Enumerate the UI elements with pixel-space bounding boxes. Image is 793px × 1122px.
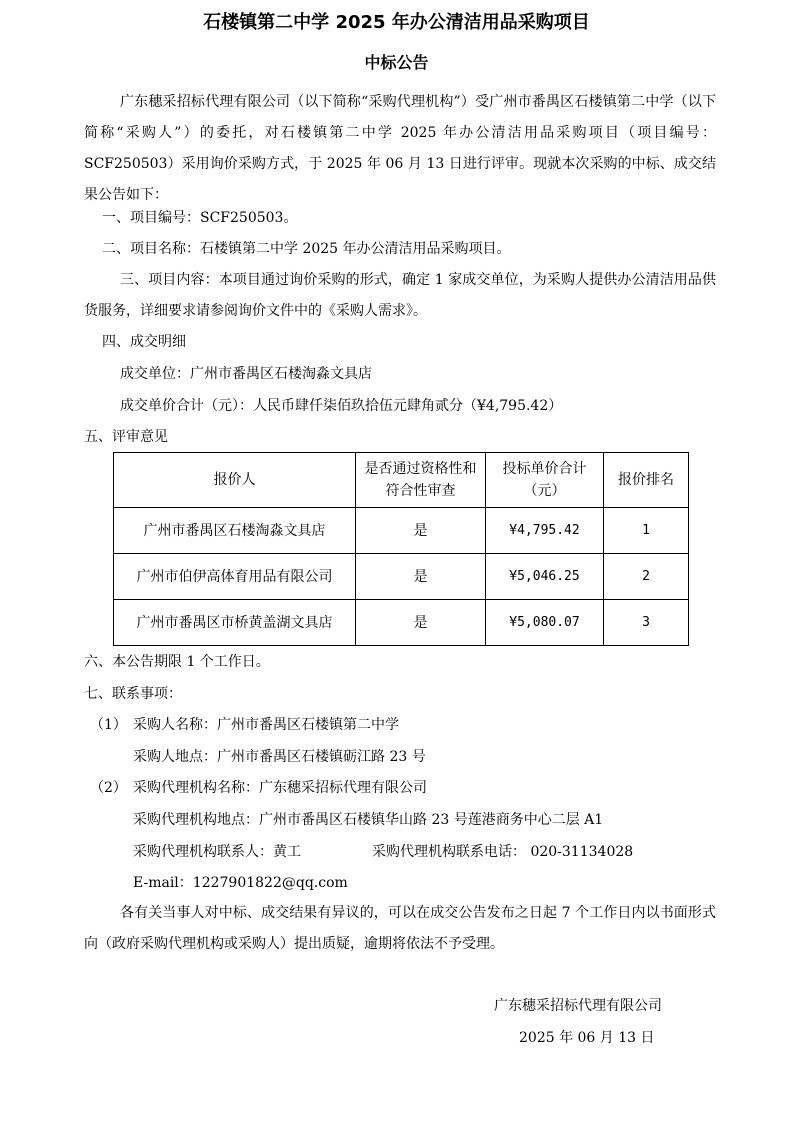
- document-title: 石楼镇第二中学 2025 年办公清洁用品采购项目: [203, 12, 590, 33]
- deal-price: 成交单价合计（元）：人民币肆仟柒佰玖拾伍元肆角贰分（¥4,795.42）: [120, 398, 563, 414]
- table-row: [114, 554, 689, 600]
- cell-rank: 2: [604, 554, 689, 600]
- cell-bidder: 广州市番禺区石楼淘淼文具店: [114, 508, 356, 554]
- agency-address: 采购代理机构地点：广州市番禺区石楼镇华山路 23 号莲港商务中心二层 A1: [133, 812, 604, 828]
- cell-bid-price: ¥4,795.42: [486, 508, 604, 554]
- table-row: [114, 508, 689, 554]
- section-project-content: 三、项目内容：本项目通过询价采购的形式，确定 1 家成交单位，为采购人提供办公清洁用品供货服务，详细要求请参阅询价文件中的《采购人需求》。: [84, 272, 716, 319]
- document-subtitle: 中标公告: [364, 53, 429, 72]
- purchaser-address: 采购人地点：广州市番禺区石楼镇砺江路 23 号: [133, 749, 426, 765]
- section-project-name: 二、项目名称：石楼镇第二中学 2025 年办公清洁用品采购项目。: [102, 241, 511, 257]
- contact-2-number: （2）: [90, 780, 127, 796]
- agency-contact-phone: 采购代理机构联系电话： 020-31134028: [372, 844, 634, 860]
- cell-qualification: 是: [356, 508, 486, 554]
- cell-bidder: 广州市伯伊高体育用品有限公司: [114, 554, 356, 600]
- cell-bid-price: ¥5,046.25: [486, 554, 604, 600]
- cell-bidder: 广州市番禺区市桥黄盖湖文具店: [114, 600, 356, 646]
- header-bid-price: 投标单价合计（元）: [486, 453, 604, 508]
- signature-date: 2025 年 06 月 13 日: [519, 1030, 655, 1046]
- cell-rank: 3: [604, 600, 689, 646]
- contact-1-number: （1）: [90, 717, 127, 733]
- header-rank: 报价排名: [604, 453, 689, 508]
- table-row: [114, 600, 689, 646]
- section-project-number: 一、项目编号：SCF250503。: [102, 210, 298, 226]
- section-announcement-period: 六、本公告期限 1 个工作日。: [84, 654, 270, 670]
- review-table: [113, 452, 689, 646]
- header-bidder: 报价人: [114, 453, 356, 508]
- deal-unit: 成交单位：广州市番禺区石楼淘淼文具店: [120, 366, 372, 382]
- section-contact-matters: 七、联系事项：: [84, 686, 182, 702]
- closing-paragraph: 各有关当事人对中标、成交结果有异议的，可以在成交公告发布之日起 7 个工作日内以书面形式向（政府采购代理机构或采购人）提出质疑，逾期将依法不予受理。: [84, 905, 716, 952]
- cell-qualification: 是: [356, 554, 486, 600]
- cell-rank: 1: [604, 508, 689, 554]
- purchaser-name: 采购人名称：广州市番禺区石楼镇第二中学: [133, 717, 399, 733]
- section-review-opinion: 五、评审意见: [84, 429, 168, 445]
- cell-qualification: 是: [356, 600, 486, 646]
- agency-name: 采购代理机构名称：广东穗采招标代理有限公司: [133, 780, 427, 796]
- cell-bid-price: ¥5,080.07: [486, 600, 604, 646]
- signature-company: 广东穗采招标代理有限公司: [494, 998, 662, 1014]
- table-header-row: [114, 453, 689, 508]
- header-qualification: 是否通过资格性和符合性审查: [356, 453, 486, 508]
- section-deal-details: 四、成交明细: [102, 334, 186, 350]
- intro-paragraph: 广东穗采招标代理有限公司（以下简称“采购代理机构”）受广州市番禺区石楼镇第二中学（以下简称“采购人”）的委托，对石楼镇第二中学 2025 年办公清洁用品采购项目（项目编号：SCF250503）采用询价采购方式，于 2025 年 06 月 13 日进行评审。现就本次采购的中标、成交结果公告如下：: [84, 94, 716, 203]
- agency-email: E-mail：1227901822@qq.com: [133, 875, 348, 891]
- agency-contact-person: 采购代理机构联系人：黄工: [133, 844, 301, 860]
